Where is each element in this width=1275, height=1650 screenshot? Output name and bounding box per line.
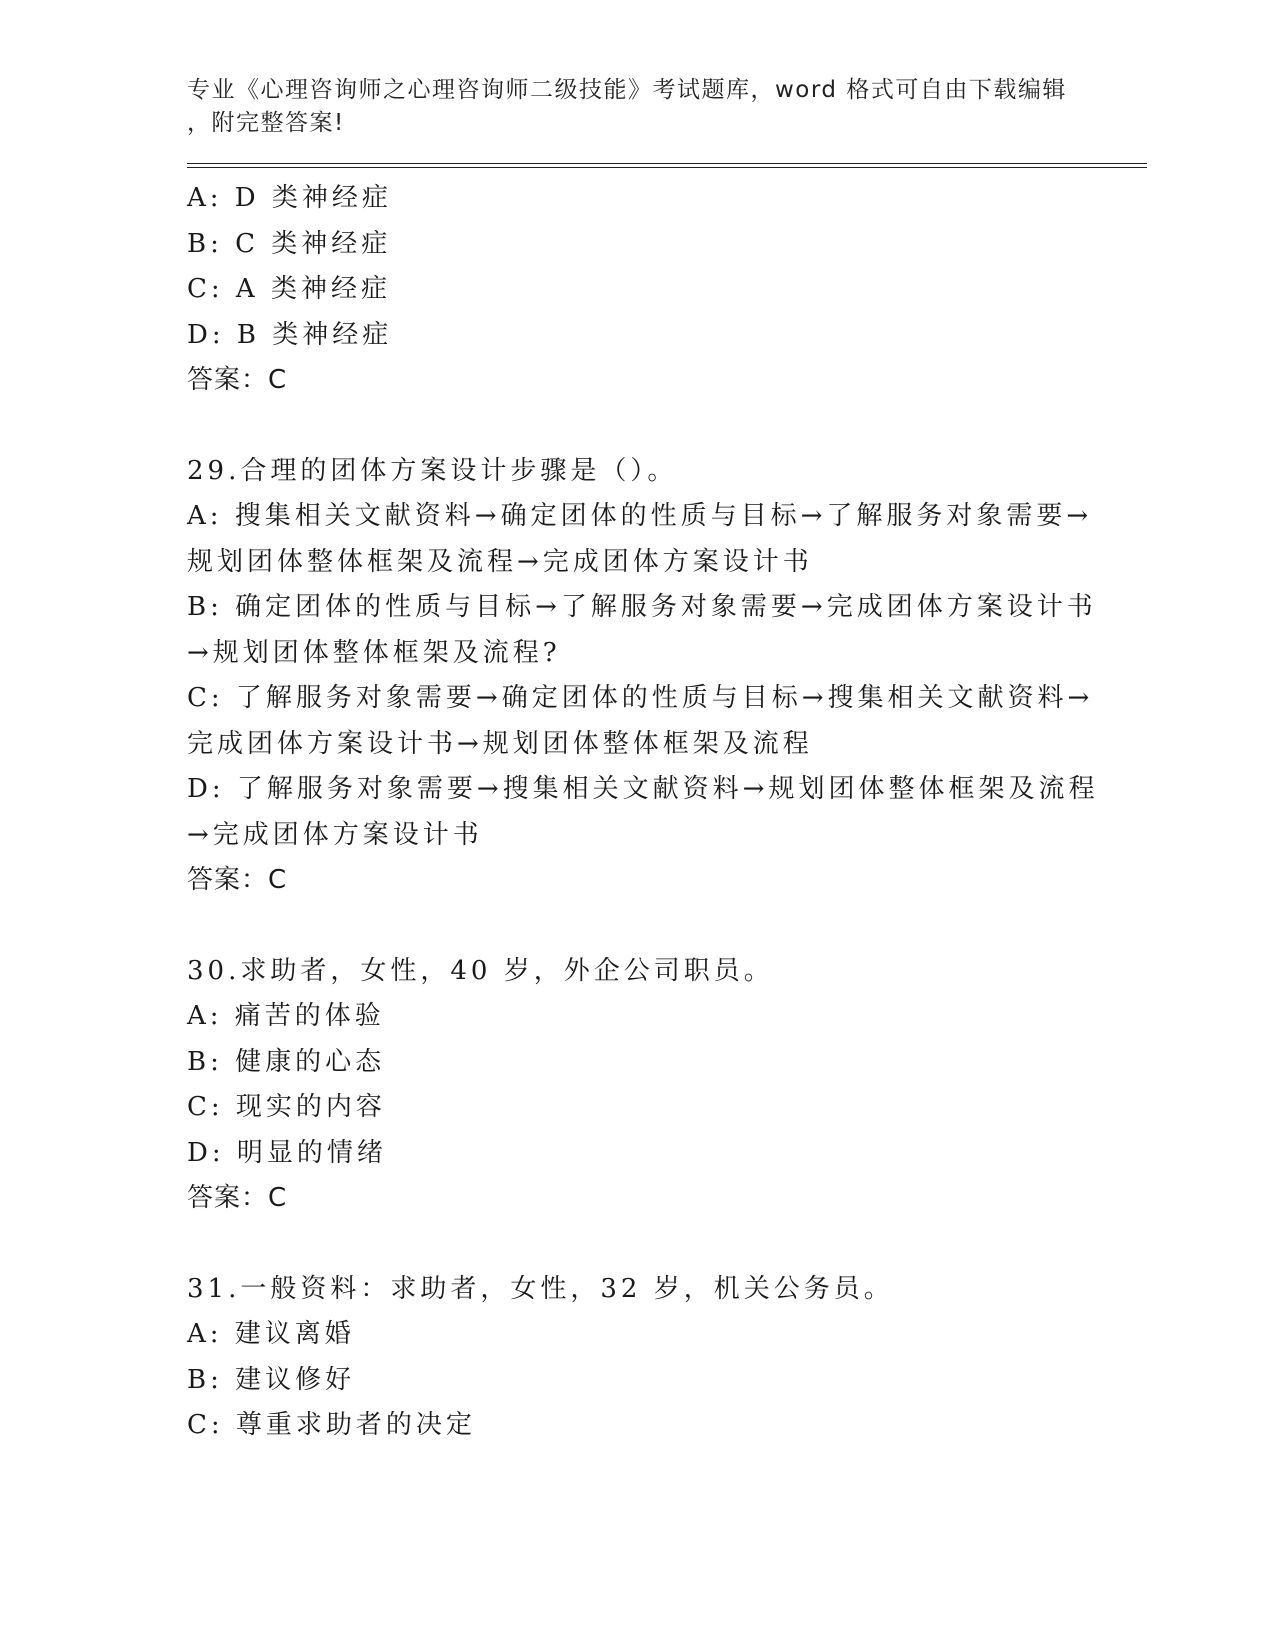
question-31 xyxy=(187,1267,1147,1449)
q30-option-b: B: 健康的心态 xyxy=(187,1046,386,1077)
question-30 xyxy=(187,949,1147,1222)
q31-option-a: A: 建议离婚 xyxy=(187,1319,355,1349)
header-line-1: 专业《心理咨询师之心理咨询师二级技能》考试题库，word 格式可自由下载编辑 xyxy=(187,77,1067,103)
q30-answer: 答案：C xyxy=(187,1183,288,1213)
q28-option-a: A: D 类神经症 xyxy=(187,183,392,213)
q29-option-b-line1: B: 确定团体的性质与目标→了解服务对象需要→完成团体方案设计书 xyxy=(187,592,1097,622)
q31-option-b: B: 建议修好 xyxy=(187,1364,356,1395)
header-divider xyxy=(187,163,1147,168)
q28-option-c: C: A 类神经症 xyxy=(187,274,391,304)
header-line-2: ，附完整答案! xyxy=(187,110,345,136)
q29-option-c-line2: 完成团体方案设计书→规划团体整体框架及流程 xyxy=(187,728,813,759)
q30-option-a: A: 痛苦的体验 xyxy=(187,1001,385,1031)
question-29 xyxy=(187,449,1147,904)
q29-option-b-line2: →规划团体整体框架及流程? xyxy=(187,637,561,668)
q29-answer: 答案：C xyxy=(187,865,288,895)
q29-option-c-line1: C: 了解服务对象需要→确定团体的性质与目标→搜集相关文献资料→ xyxy=(187,683,1094,713)
q30-option-d: D: 明显的情绪 xyxy=(187,1137,387,1168)
q28-answer: 答案：C xyxy=(187,365,288,395)
q29-option-d-line2: →完成团体方案设计书 xyxy=(187,819,483,850)
q30-option-c: C: 现实的内容 xyxy=(187,1092,386,1122)
document-page xyxy=(187,74,1147,1449)
document-header xyxy=(187,74,1067,140)
q29-option-d-line1: D: 了解服务对象需要→搜集相关文献资料→规划团体整体框架及流程 xyxy=(187,774,1099,804)
q29-option-a-line2: 规划团体整体框架及流程→完成团体方案设计书 xyxy=(187,546,813,577)
q28-option-d: D: B 类神经症 xyxy=(187,319,393,350)
q29-question: 29.合理的团体方案设计步骤是（）。 xyxy=(187,455,678,486)
question-28-options xyxy=(187,176,1147,404)
q31-option-c: C: 尊重求助者的决定 xyxy=(187,1410,476,1440)
q28-option-b: B: C 类神经症 xyxy=(187,228,392,259)
q31-question: 31.一般资料：求助者，女性，32 岁，机关公务员。 xyxy=(187,1273,894,1304)
q30-question: 30.求助者，女性，40 岁，外企公司职员。 xyxy=(187,955,774,986)
q29-option-a-line1: A: 搜集相关文献资料→确定团体的性质与目标→了解服务对象需要→ xyxy=(187,501,1093,531)
